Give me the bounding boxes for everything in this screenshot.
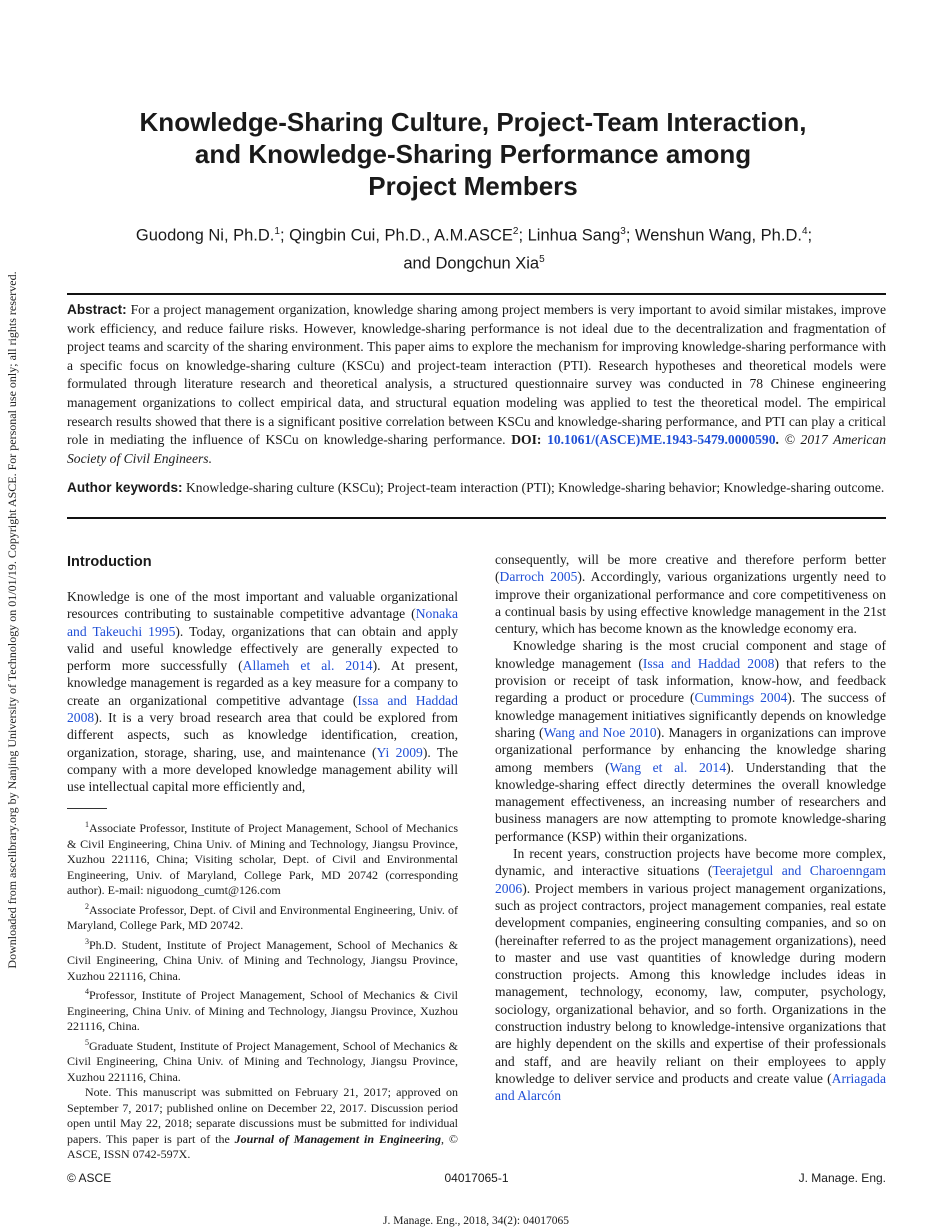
note-text: , © ASCE, ISSN 0742-597X.	[67, 1131, 458, 1161]
keywords-label: Author keywords:	[67, 480, 183, 495]
paragraph	[495, 637, 886, 845]
author-sang: ; Linhua Sang	[518, 226, 621, 245]
author-cui: ; Qingbin Cui, Ph.D., A.M.ASCE	[279, 226, 513, 245]
body-text: ). The success of knowledge management initiatives significantly depends on knowledge sharing (	[495, 690, 886, 740]
paragraph	[67, 588, 458, 796]
footnote-text: Associate Professor, Institute of Project Management, School of Mechanics & Civil Engineering, China Univ. of Mining and Technology, Jiangsu Province, Xuzhou 221116, China; Visiting scholar, Dept. of Civil and Environmental Engineering, Univ. of Maryland, College Park, MD 20742 (corresponding author). E-mail: niguodong_cumt@126.com	[67, 821, 458, 897]
body-text: ). Project members in various project management organizations, such as project contractors, project management companies, real estate development companies, engineering consulting companies, and so on (hereinafter referred to as the project management organizations), need to master and use vast quantities of knowledge during modern construction projects. Among this knowledge includes ideas in management, technology, economy, law, computer, psychology, sociology, organizational behavior, and so forth. Organizations in the construction industry belong to knowledge-intensive organizations that are highly dependent on the skills and expertise of their professionals and staff, and are heavily reliant on their employees to apply knowledge to deliver service and products and create value (	[495, 880, 886, 1086]
body-text: ). Managers in organizations can improve organizational performance by enhancing the knowledge sharing among members (	[495, 724, 886, 775]
journal-name: Journal of Management in Engineering	[234, 1131, 441, 1146]
abstract	[67, 301, 886, 468]
bottom-citation: J. Manage. Eng., 2018, 34(2): 04017065	[383, 1215, 569, 1227]
page-footer	[67, 1170, 886, 1186]
footer-page-id: 04017065-1	[444, 1171, 509, 1185]
doi-link[interactable]: 10.1061/(ASCE)ME.1943-5479.0000590	[547, 432, 776, 448]
footnote-4	[67, 984, 458, 1035]
citation-link[interactable]: Yi 2009	[376, 744, 423, 760]
footnote-2	[67, 899, 458, 934]
author-wang: ; Wenshun Wang, Ph.D.	[625, 226, 802, 245]
footnote-rule	[67, 808, 107, 809]
affiliation-marker[interactable]: 3	[620, 226, 626, 237]
citation-link[interactable]: Darroch 2005	[499, 569, 578, 585]
right-column	[495, 551, 886, 1105]
footer-publisher: © ASCE	[67, 1171, 112, 1185]
body-text: ). Understanding that the knowledge-sharing effect directly determines the overall knowledge management effectiveness, an increasing number of researchers and business managers are now attempting to promote knowledge-sharing performance (KSP) within their organizations.	[495, 759, 887, 844]
abstract-text: For a project management organization, knowledge sharing among project members is very important to avoid similar mistakes, improve work efficiency, and reduce failure risks. However, knowledge-sharing performance is not ideal due to the decentralization and fragmentation of project teams and scarcity of the sharing environment. This paper aims to explore the mechanism for improving knowledge-sharing performance with a specific focus on knowledge-sharing culture (KSCu) and project-team interaction (PTI). Research hypotheses and theoretical models were formulated through literature research and theoretical analysis, a structured questionnaire survey was conducted in 78 Chinese engineering management organizations to collect empirical data, and structural equation modeling was applied to test the theoretical model. The empirical research results showed that there is a significant positive correlation between KSCu and knowledge-sharing performance, and PTI can play a critical role in mediating the influence of KSCu on knowledge-sharing performance.	[67, 302, 886, 448]
footnote-5	[67, 1035, 458, 1086]
citation-link[interactable]: Issa and Haddad 2008	[67, 692, 458, 726]
body-text: ). It is a very broad research area that could be explored from different aspects, such as knowledge identification, creation, organization, storage, sharing, use, and maintenance (	[67, 710, 458, 760]
author-list	[68, 220, 880, 275]
affiliation-marker[interactable]: 4	[801, 226, 808, 237]
body-text: consequently, will be more creative and therefore perform better (	[495, 552, 886, 585]
doi-period: .	[775, 432, 779, 448]
citation-link[interactable]: Allameh et al. 2014	[242, 658, 373, 674]
body-text: ) that refers to the provision or receipt of task information, know-how, and feedback regarding a product or procedure (	[495, 655, 887, 706]
footnote-number: 1	[85, 820, 89, 829]
author-ni: Guodong Ni, Ph.D.	[135, 226, 275, 245]
footnote-text: Professor, Institute of Project Management, School of Mechanics & Civil Engineering, China Univ. of Mining and Technology, Jiangsu Province, Xuzhou 221116, China.	[67, 988, 458, 1033]
note-text: Note. This manuscript was submitted on February 21, 2017; approved on September 7, 2017; published online on December 22, 2017. Discussion period open until May 22, 2018; separate discussions must be submitted for individual papers. This paper is part of the	[67, 1085, 458, 1146]
title-line-1: Knowledge-Sharing Culture, Project-Team Interaction,	[139, 107, 807, 137]
affiliation-marker[interactable]: 2	[512, 226, 519, 237]
footnote-number: 3	[85, 936, 89, 946]
body-text: In recent years, construction projects have become more complex, dynamic, and interactive situations (	[495, 846, 886, 879]
footnote-text: Associate Professor, Dept. of Civil and Environmental Engineering, Univ. of Maryland, College Park, MD 20742.	[67, 902, 458, 932]
body-text: ). Today, organizations that can obtain and apply valid and useful knowledge effectively are generally expected to perform more successfully (	[67, 623, 458, 674]
abstract-label: Abstract:	[67, 302, 127, 317]
title-line-3: Project Members	[368, 171, 578, 201]
footer-journal: J. Manage. Eng.	[798, 1171, 886, 1185]
title-line-2: and Knowledge-Sharing Performance among	[194, 139, 752, 169]
citation-link[interactable]: Wang et al. 2014	[609, 759, 727, 775]
body-text: ). Accordingly, various organizations urgently need to improve their organizational performance and core competitiveness on a continual basis by using effective knowledge management in the 21st century, which has become known as the knowledge economy era.	[495, 569, 886, 637]
left-column	[67, 588, 458, 796]
footnote-text: Graduate Student, Institute of Project Management, School of Mechanics & Civil Engineering, China Univ. of Mining and Technology, Jiangsu Province, Xuzhou 221116, China.	[67, 1038, 458, 1084]
body-text: ). At present, knowledge management is regarded as a key measure for a company to create an organizational competitive advantage (	[67, 658, 458, 708]
citation-link[interactable]: Teerajetgul and Charoenngam 2006	[495, 863, 886, 896]
author-keywords	[67, 479, 886, 498]
citation-link[interactable]: Nonaka and Takeuchi 1995	[67, 606, 458, 639]
footnotes	[67, 817, 458, 1163]
footnote-text: Ph.D. Student, Institute of Project Management, School of Mechanics & Civil Engineering, China Univ. of Mining and Technology, Jiangsu Province, Xuzhou 221116, China.	[67, 937, 458, 983]
citation-link[interactable]: Arriagada and Alarcón	[495, 1070, 886, 1104]
doi-label: DOI:	[511, 432, 542, 448]
paragraph	[495, 551, 886, 637]
citation-link[interactable]: Issa and Haddad 2008	[642, 655, 775, 671]
affiliation-marker[interactable]: 1	[274, 226, 280, 237]
citation-link[interactable]: Cummings 2004	[694, 690, 788, 706]
author-xia: and Dongchun Xia	[403, 254, 540, 272]
body-text: Knowledge is one of the most important and valuable organizational resources contributing to sustainable competitive advantage (	[67, 589, 458, 622]
download-notice: Downloaded from ascelibrary.org by Nanjing University of Technology on 01/01/19. Copyright ASCE. For personal use only; all rights reserved.	[5, 271, 19, 969]
footnote-1	[67, 817, 458, 899]
footnote-number: 2	[85, 901, 89, 911]
keywords-bottom-rule	[67, 517, 886, 519]
author-separator: ;	[807, 226, 813, 245]
paragraph	[495, 845, 886, 1104]
body-text: ). The company with a more developed knowledge management ability will use intellectual capital more efficiently and,	[67, 744, 458, 795]
section-heading-introduction: Introduction	[67, 554, 152, 570]
footnote-3	[67, 934, 458, 985]
footnote-number: 5	[85, 1037, 89, 1047]
body-text: Knowledge sharing is the most crucial component and stage of knowledge management (	[495, 638, 886, 671]
keywords-text: Knowledge-sharing culture (KSCu); Project-team interaction (PTI); Knowledge-sharing behavior; Knowledge-sharing outcome.	[185, 480, 885, 495]
affiliation-marker[interactable]: 5	[539, 253, 545, 265]
abstract-copyright: © 2017 American Society of Civil Engineers.	[67, 432, 886, 466]
article-title	[60, 106, 886, 202]
citation-link[interactable]: Wang and Noe 2010	[543, 724, 657, 740]
submission-note	[67, 1085, 458, 1163]
abstract-top-rule	[67, 293, 886, 295]
footnote-number: 4	[85, 987, 89, 996]
